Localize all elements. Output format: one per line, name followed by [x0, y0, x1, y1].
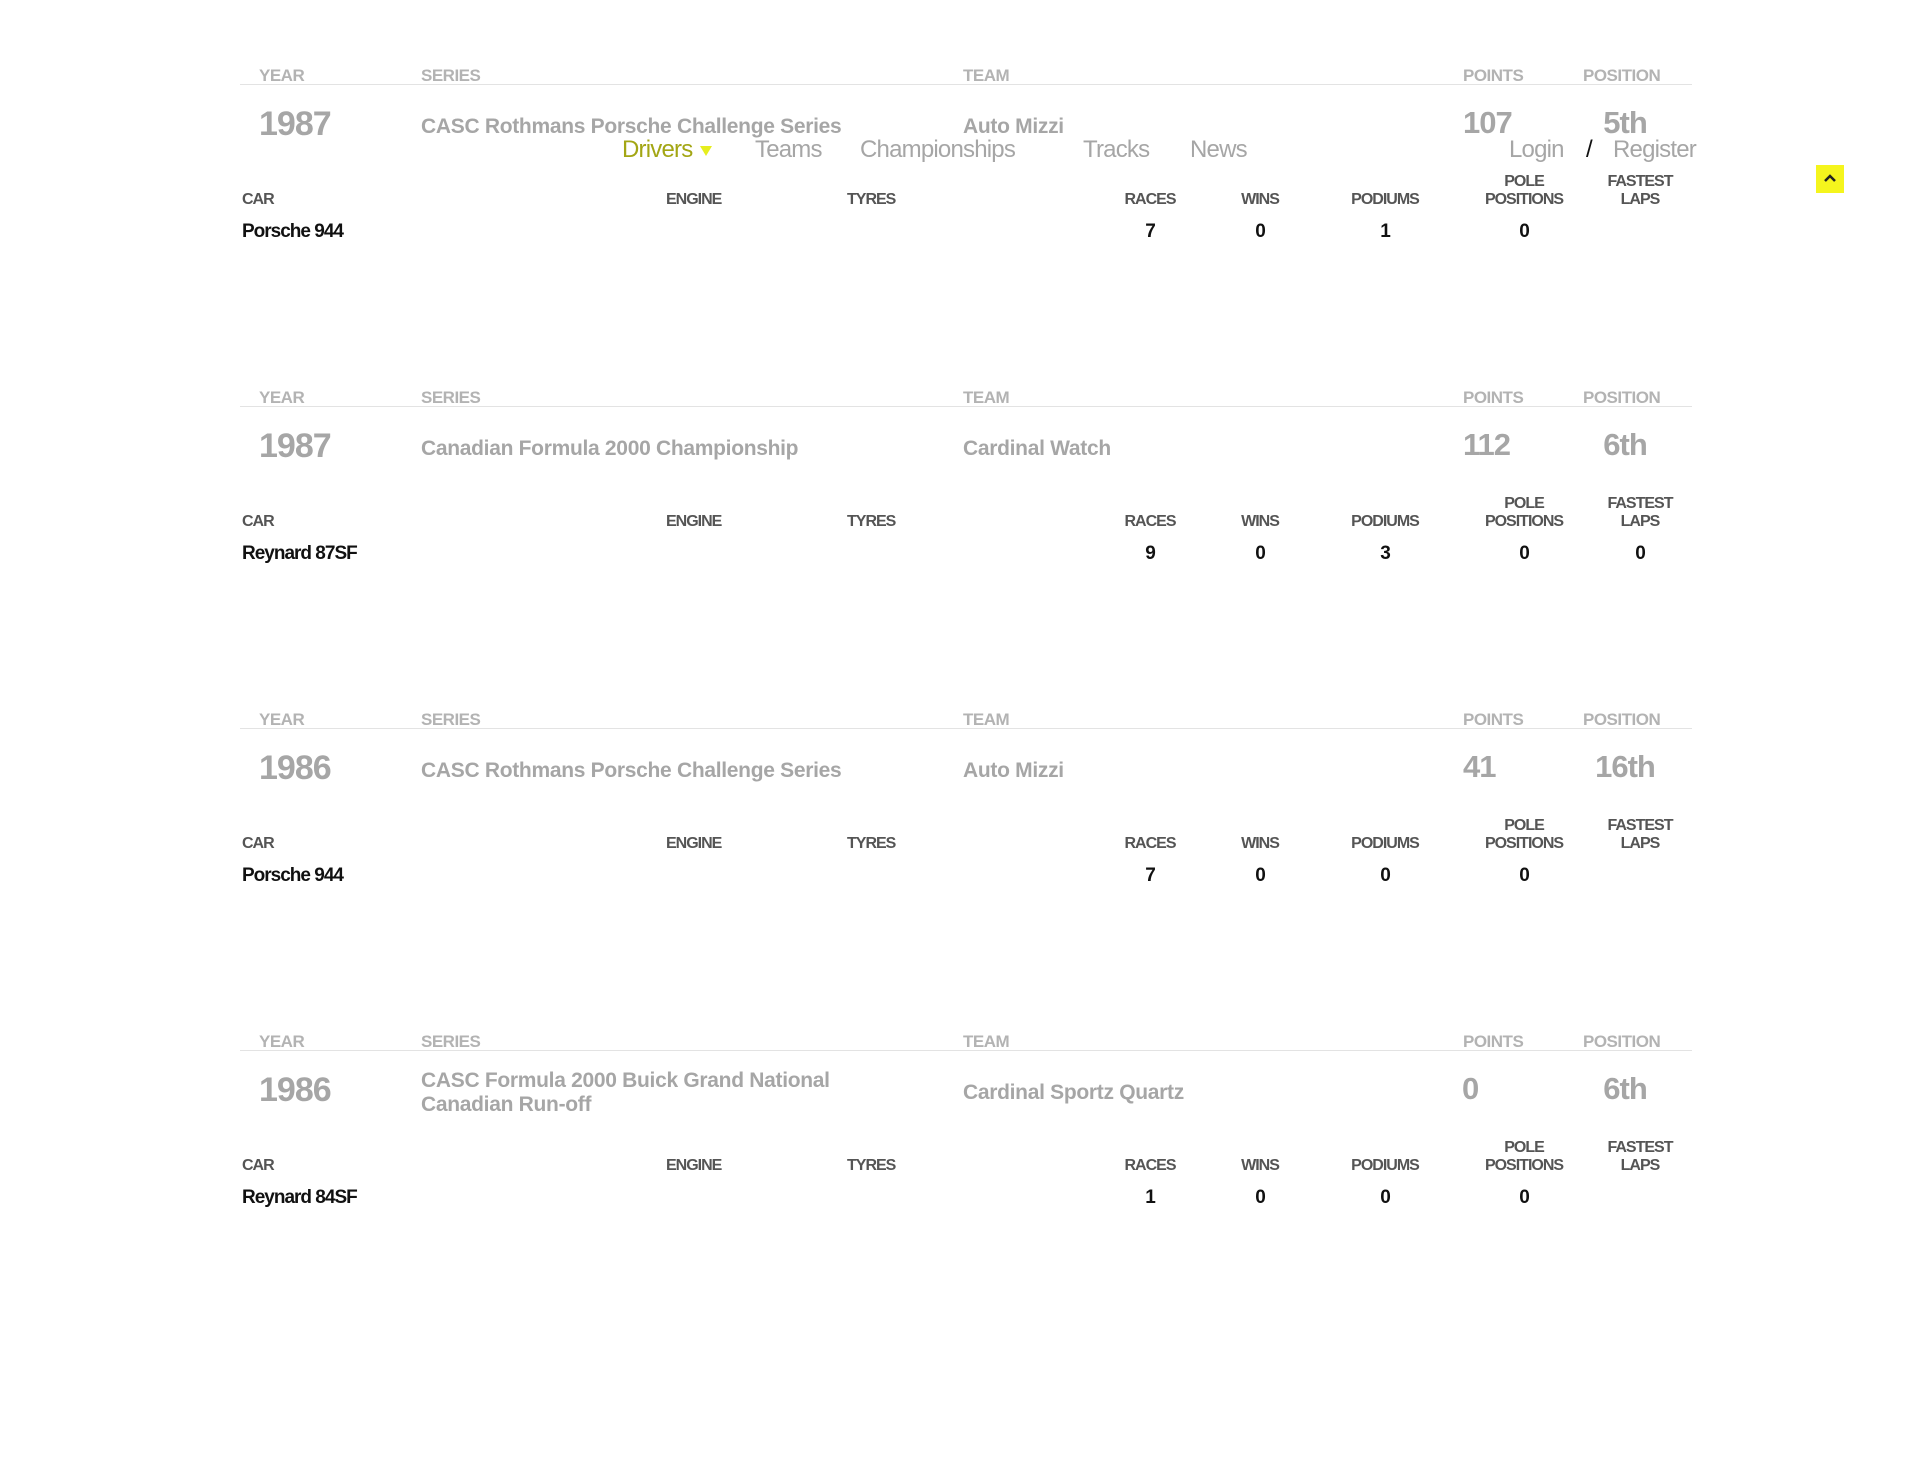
- wins-header: WINS: [1241, 513, 1279, 530]
- detail-header-row: [240, 173, 1692, 213]
- fastest-laps-header: FASTEST LAPS: [1607, 1139, 1673, 1174]
- car-header: CAR: [242, 835, 274, 852]
- team-link[interactable]: Cardinal Sportz Quartz: [963, 1081, 1184, 1104]
- wins-header: WINS: [1241, 191, 1279, 208]
- detail-row: [240, 535, 1692, 575]
- season-points: 41: [1463, 749, 1496, 784]
- season-block: [240, 1032, 1692, 1354]
- season-block: [240, 388, 1692, 710]
- position-header: POSITION: [1583, 1032, 1661, 1051]
- pole-positions-header: POLE POSITIONS: [1484, 173, 1564, 208]
- nav-item-championships[interactable]: Championships: [860, 136, 1016, 163]
- engine-header: ENGINE: [666, 1157, 722, 1174]
- main-nav: [0, 136, 1920, 168]
- season-position: 6th: [1603, 427, 1647, 462]
- car-header: CAR: [242, 1157, 274, 1174]
- caret-down-icon: [700, 146, 712, 156]
- pole-positions-value: 0: [1519, 543, 1529, 564]
- team-link[interactable]: Auto Mizzi: [963, 759, 1064, 782]
- car-link[interactable]: Reynard 87SF: [242, 543, 357, 564]
- summary-row: [240, 729, 1692, 817]
- detail-row: [240, 213, 1692, 253]
- fastest-laps-header: FASTEST LAPS: [1607, 817, 1673, 852]
- team-header: TEAM: [963, 710, 1010, 729]
- season-block: [240, 710, 1692, 1032]
- nav-item-news[interactable]: News: [1190, 136, 1247, 163]
- nav-item-tracks[interactable]: Tracks: [1083, 136, 1150, 163]
- detail-header-row: [240, 1139, 1692, 1179]
- position-header: POSITION: [1583, 66, 1661, 85]
- races-header: RACES: [1124, 835, 1176, 852]
- season-points: 107: [1463, 105, 1512, 140]
- season-points: 0: [1462, 1071, 1479, 1106]
- series-header: SERIES: [421, 66, 481, 85]
- series-header: SERIES: [421, 710, 481, 729]
- races-value: 9: [1145, 543, 1155, 564]
- pole-positions-header: POLE POSITIONS: [1484, 495, 1564, 530]
- year-header: YEAR: [259, 710, 305, 729]
- wins-value: 0: [1255, 543, 1265, 564]
- wins-value: 0: [1255, 1187, 1265, 1208]
- summary-header-row: [240, 388, 1692, 407]
- series-link[interactable]: CASC Formula 2000 Buick Grand National Canadian Run-off: [421, 1069, 830, 1116]
- wins-value: 0: [1255, 865, 1265, 886]
- podiums-header: PODIUMS: [1351, 835, 1419, 852]
- register-link[interactable]: Register: [1613, 136, 1696, 163]
- team-header: TEAM: [963, 388, 1010, 407]
- summary-header-row: [240, 1032, 1692, 1051]
- points-header: POINTS: [1463, 66, 1524, 85]
- year-header: YEAR: [259, 388, 305, 407]
- tyres-header: TYRES: [847, 191, 896, 208]
- races-header: RACES: [1124, 513, 1176, 530]
- podiums-value: 1: [1380, 221, 1390, 242]
- season-year: 1987: [259, 105, 331, 143]
- podiums-header: PODIUMS: [1351, 191, 1419, 208]
- detail-header-row: [240, 817, 1692, 857]
- wins-value: 0: [1255, 221, 1265, 242]
- year-header: YEAR: [259, 1032, 305, 1051]
- points-header: POINTS: [1463, 710, 1524, 729]
- podiums-value: 0: [1380, 865, 1390, 886]
- detail-header-row: [240, 495, 1692, 535]
- season-year: 1986: [259, 749, 331, 787]
- detail-row: [240, 1179, 1692, 1219]
- login-link[interactable]: Login: [1509, 136, 1564, 163]
- pole-positions-header: POLE POSITIONS: [1484, 1139, 1564, 1174]
- series-link[interactable]: CASC Rothmans Porsche Challenge Series: [421, 115, 842, 138]
- car-link[interactable]: Porsche 944: [242, 221, 343, 242]
- races-header: RACES: [1124, 1157, 1176, 1174]
- races-value: 7: [1145, 221, 1155, 242]
- engine-header: ENGINE: [666, 513, 722, 530]
- nav-item-drivers-label: Drivers: [622, 136, 693, 163]
- points-header: POINTS: [1463, 388, 1524, 407]
- races-header: RACES: [1124, 191, 1176, 208]
- season-position: 5th: [1603, 105, 1647, 140]
- year-header: YEAR: [259, 66, 305, 85]
- races-value: 1: [1145, 1187, 1155, 1208]
- season-year: 1986: [259, 1071, 331, 1109]
- fastest-laps-header: FASTEST LAPS: [1607, 495, 1673, 530]
- pole-positions-header: POLE POSITIONS: [1484, 817, 1564, 852]
- car-header: CAR: [242, 513, 274, 530]
- detail-row: [240, 857, 1692, 897]
- wins-header: WINS: [1241, 1157, 1279, 1174]
- season-block: [240, 66, 1692, 388]
- fastest-laps-value: 0: [1635, 543, 1645, 564]
- engine-header: ENGINE: [666, 835, 722, 852]
- tyres-header: TYRES: [847, 835, 896, 852]
- podiums-header: PODIUMS: [1351, 1157, 1419, 1174]
- summary-row: [240, 1051, 1692, 1139]
- points-header: POINTS: [1463, 1032, 1524, 1051]
- chevron-up-icon: [1824, 173, 1836, 183]
- summary-row: [240, 407, 1692, 495]
- team-header: TEAM: [963, 1032, 1010, 1051]
- season-position: 16th: [1595, 749, 1655, 784]
- nav-item-teams[interactable]: Teams: [755, 136, 822, 163]
- tyres-header: TYRES: [847, 1157, 896, 1174]
- engine-header: ENGINE: [666, 191, 722, 208]
- tyres-header: TYRES: [847, 513, 896, 530]
- nav-item-drivers[interactable]: [622, 136, 712, 164]
- team-link[interactable]: Auto Mizzi: [963, 115, 1064, 138]
- series-header: SERIES: [421, 388, 481, 407]
- season-results-list: [240, 66, 1692, 1354]
- team-link[interactable]: Cardinal Watch: [963, 437, 1111, 460]
- pole-positions-value: 0: [1519, 865, 1529, 886]
- series-link[interactable]: Canadian Formula 2000 Championship: [421, 437, 799, 460]
- summary-header-row: [240, 710, 1692, 729]
- summary-header-row: [240, 66, 1692, 85]
- races-value: 7: [1145, 865, 1155, 886]
- team-header: TEAM: [963, 66, 1010, 85]
- fastest-laps-header: FASTEST LAPS: [1607, 173, 1673, 208]
- podiums-value: 3: [1380, 543, 1390, 564]
- season-position: 6th: [1603, 1071, 1647, 1106]
- auth-separator: /: [1586, 136, 1593, 163]
- wins-header: WINS: [1241, 835, 1279, 852]
- podiums-value: 0: [1380, 1187, 1390, 1208]
- pole-positions-value: 0: [1519, 221, 1529, 242]
- car-header: CAR: [242, 191, 274, 208]
- season-year: 1987: [259, 427, 331, 465]
- position-header: POSITION: [1583, 710, 1661, 729]
- position-header: POSITION: [1583, 388, 1661, 407]
- car-link[interactable]: Porsche 944: [242, 865, 343, 886]
- podiums-header: PODIUMS: [1351, 513, 1419, 530]
- scroll-to-top-button[interactable]: [1816, 165, 1844, 193]
- series-link[interactable]: CASC Rothmans Porsche Challenge Series: [421, 759, 842, 782]
- pole-positions-value: 0: [1519, 1187, 1529, 1208]
- car-link[interactable]: Reynard 84SF: [242, 1187, 357, 1208]
- series-header: SERIES: [421, 1032, 481, 1051]
- season-points: 112: [1463, 427, 1511, 462]
